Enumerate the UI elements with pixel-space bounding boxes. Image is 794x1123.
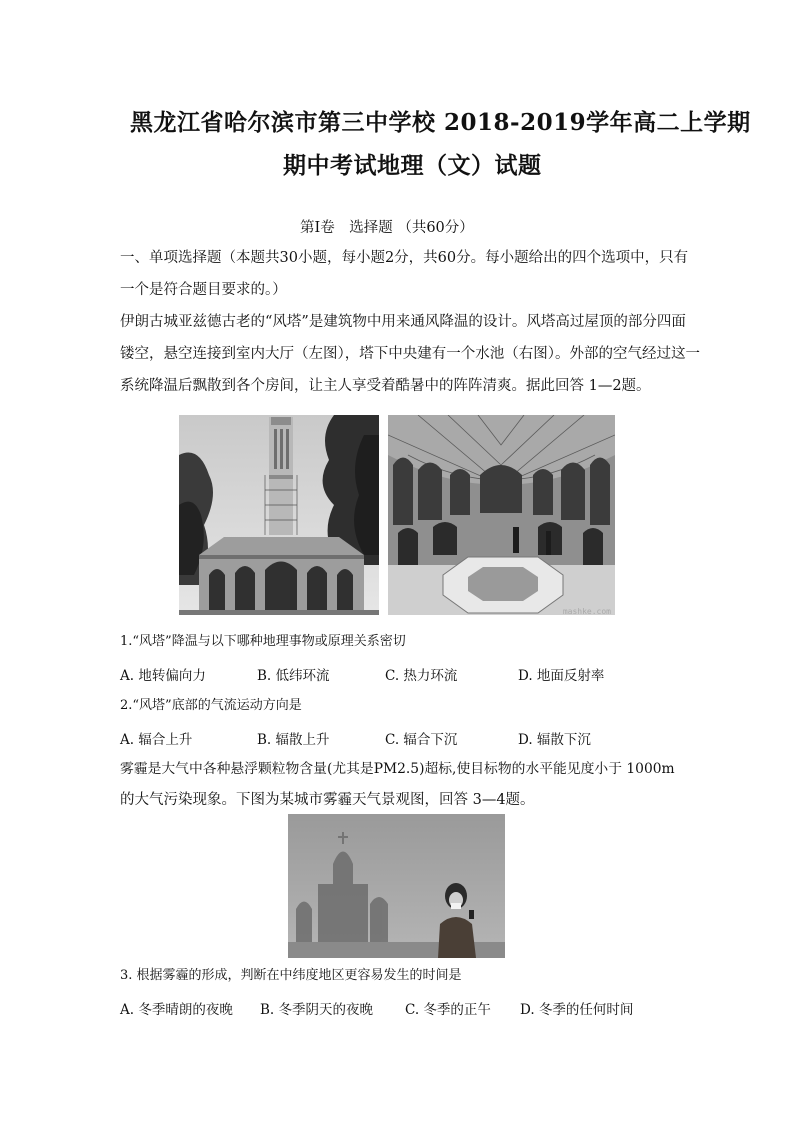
passage-2-line-1: 雾霾是大气中各种悬浮颗粒物含量(尤其是PM2.5)超标,使目标物的水平能见度小于 1000m (120, 761, 675, 777)
passage-1-line-1: 伊朗古城亚兹德古老的“风塔”是建筑物中用来通风降温的设计。风塔高过屋顶的部分四面 (120, 314, 686, 330)
question-3-option-a: A. 冬季晴朗的夜晚 (120, 1002, 233, 1018)
question-1-option-d: D. 地面反射率 (518, 668, 605, 684)
question-3-option-c: C. 冬季的正午 (405, 1002, 491, 1018)
passage-1-line-2: 镂空，悬空连接到室内大厅（左图），塔下中央建有一个水池（右图）。外部的空气经过这一 (120, 346, 700, 362)
question-3-option-d: D. 冬季的任何时间 (520, 1002, 634, 1018)
question-2-option-d: D. 辐散下沉 (518, 732, 591, 748)
wind-tower-exterior-photo (179, 415, 379, 615)
passage-1-line-3: 系统降温后飘散到各个房间，让主人享受着酷暑中的阵阵清爽。据此回答 1—2题。 (120, 378, 651, 394)
watermark: mashke.com (562, 607, 611, 615)
question-3-stem: 3. 根据雾霾的形成，判断在中纬度地区更容易发生的时间是 (120, 968, 462, 983)
question-2-option-a: A. 辐合上升 (120, 732, 193, 748)
question-2-option-c: C. 辐合下沉 (385, 732, 458, 748)
question-1-option-a: A. 地转偏向力 (120, 668, 206, 684)
title-line-1: 黑龙江省哈尔滨市第三中学校 2018-2019学年高二上学期 (130, 109, 751, 136)
question-2-stem: 2.“风塔”底部的气流运动方向是 (120, 698, 302, 713)
question-1-stem: 1.“风塔”降温与以下哪种地理事物或原理关系密切 (120, 634, 406, 649)
question-1-option-c: C. 热力环流 (385, 668, 458, 684)
section-heading: 第Ⅰ卷 选择题 （共60分） (300, 220, 474, 236)
instructions-line-1: 一、单项选择题（本题共30小题，每小题2分，共60分。每小题给出的四个选项中，只有 (120, 250, 689, 266)
smog-city-photo (288, 814, 505, 958)
question-1-option-b: B. 低纬环流 (257, 668, 330, 684)
instructions-line-2: 一个是符合题目要求的。） (120, 282, 287, 298)
question-3-option-b: B. 冬季阴天的夜晚 (260, 1002, 374, 1018)
question-2-option-b: B. 辐散上升 (257, 732, 330, 748)
title-line-2: 期中考试地理（文）试题 (283, 152, 542, 179)
wind-tower-interior-pool-photo (388, 415, 615, 615)
passage-2-line-2: 的大气污染现象。下图为某城市雾霾天气景观图，回答 3—4题。 (120, 792, 535, 808)
